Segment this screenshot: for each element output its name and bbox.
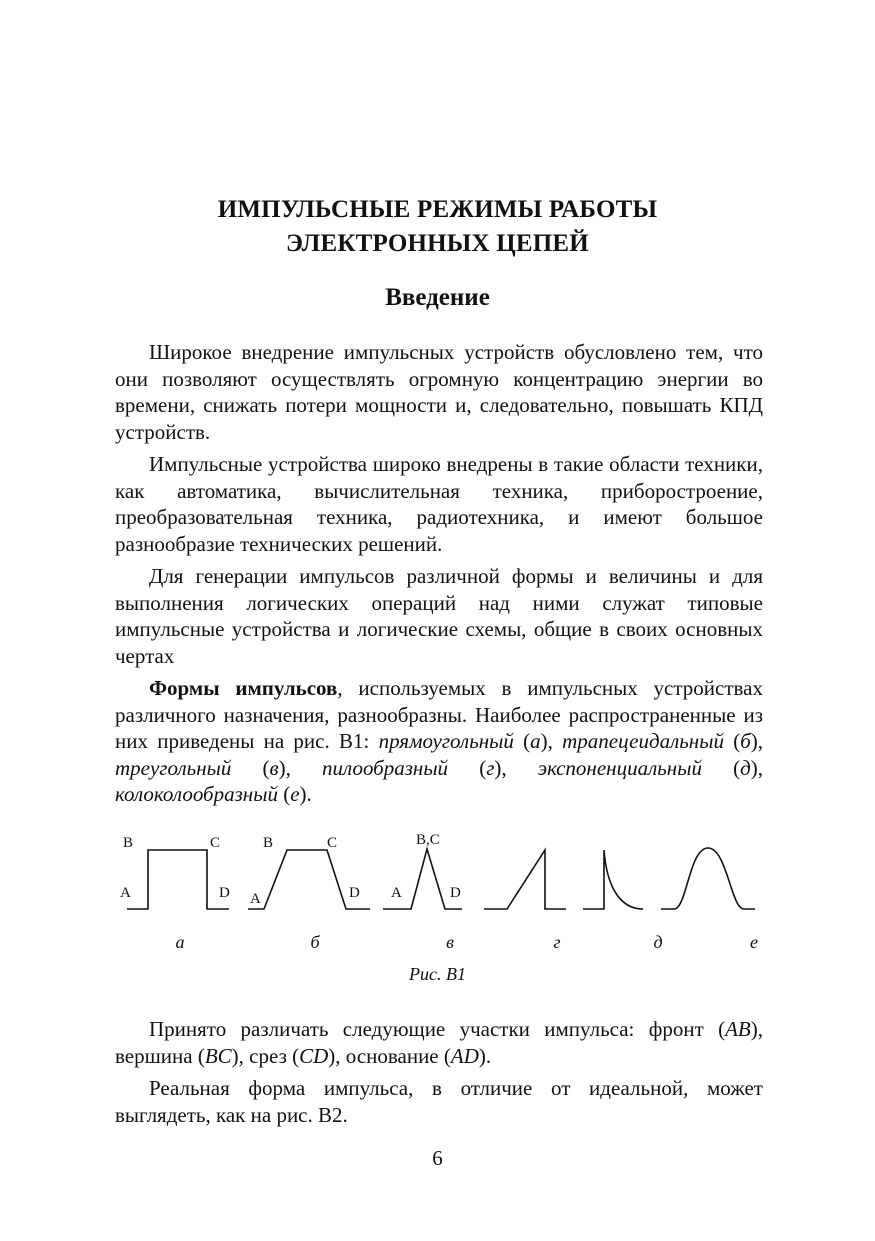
p5-text-5: ).	[478, 1043, 492, 1068]
p4-text-4: (	[723, 729, 741, 753]
chapter-title-line-2: ЭЛЕКТРОННЫХ ЦЕПЕЙ	[286, 230, 589, 257]
sublabel-v: в	[446, 932, 454, 952]
label-a-tri: A	[391, 885, 402, 901]
p5-text-2: ), вершина (	[115, 1017, 763, 1068]
label-d-rect: D	[219, 885, 230, 901]
p4-italic-8: г	[486, 755, 495, 780]
pulse-forms-term: Формы импульсов	[149, 676, 338, 700]
p4-text-7: ),	[278, 755, 323, 780]
label-bc-tri: B,C	[416, 832, 440, 848]
sublabel-e: е	[750, 932, 758, 952]
p4-text-12: (	[277, 782, 291, 806]
paragraph-2: Импульсные устройства широко внедрены в такие области техники, как автоматика, вычислительная техника, приборостроение, преобразовательная техника, радиотехника, и имеют большое разнообразие технических решений.	[115, 452, 763, 556]
p5-text-4: ), основание (	[328, 1043, 451, 1068]
p4-text-6: (	[231, 755, 270, 780]
sublabel-g: г	[553, 932, 561, 952]
paragraph-3: Для генерации импульсов различной формы и величины и для выполнения логических операций над ними служат типовые импульсные устройства и логические схемы, общие в своих основных чертах	[115, 564, 763, 668]
p4-italic-10: д	[740, 755, 751, 780]
paragraph-4	[115, 675, 763, 808]
p4-text-11: ),	[750, 755, 763, 780]
figure-b1	[0, 826, 875, 1016]
bell-pulse	[661, 848, 755, 909]
text-block-upper	[115, 339, 763, 808]
p4-text-13: ).	[299, 782, 312, 806]
p4-text-3: ),	[540, 729, 563, 753]
text-block-lower	[115, 1016, 763, 1128]
p4-italic-7: пилообразный	[322, 755, 449, 780]
p5-italic-3: CD	[299, 1043, 329, 1068]
p4-italic-11: колоколообразный	[115, 782, 278, 806]
label-a-trap: A	[250, 891, 261, 907]
p4-italic-12: е	[290, 782, 300, 806]
paragraph-5	[115, 1016, 763, 1069]
p4-text-9: ),	[494, 755, 538, 780]
sublabel-b: б	[310, 932, 320, 952]
pulse-shapes-diagram	[0, 826, 875, 1016]
paragraph-1: Широкое внедрение импульсных устройств обусловлено тем, что они позволяют осуществлять огромную концентрацию энергии во времени, снижать потери мощности и, следовательно, повышать КПД устройств.	[115, 340, 763, 444]
label-d-trap: D	[349, 885, 360, 901]
p4-italic-3: трапецеидальный	[562, 729, 724, 753]
sawtooth-pulse	[484, 850, 566, 909]
p5-italic-2: BC	[204, 1043, 232, 1068]
p5-italic-4: AD	[450, 1043, 479, 1068]
page-number: 6	[432, 1146, 443, 1170]
p5-italic-1: AB	[725, 1017, 751, 1041]
sublabel-a: а	[175, 932, 185, 952]
label-a-rect: A	[120, 885, 131, 901]
p4-italic-6: в	[269, 755, 279, 780]
p4-italic-5: треугольный	[115, 755, 232, 780]
p4-italic-2: а	[530, 729, 541, 753]
label-d-tri: D	[450, 885, 461, 901]
p4-text-10: (	[701, 755, 741, 780]
chapter-title-line-1: ИМПУЛЬСНЫЕ РЕЖИМЫ РАБОТЫ	[217, 196, 658, 223]
label-b-trap: B	[263, 835, 274, 851]
p4-italic-9: экспоненциальный	[537, 755, 702, 780]
p4-text-1: , используемых в импульсных устройствах различного назначения, разнообразны. Наиболее распространенные из них приведены на рис. В1:	[115, 676, 763, 753]
sublabel-d: д	[653, 932, 663, 952]
p4-italic-1: прямоугольный	[378, 729, 514, 753]
label-b-rect: B	[123, 835, 134, 851]
chapter-title	[0, 193, 875, 261]
exponential-pulse	[583, 850, 643, 909]
figure-caption: Рис. В1	[409, 964, 466, 984]
section-title: Введение	[385, 284, 490, 311]
label-c-rect: C	[210, 835, 221, 851]
p4-italic-4: б	[740, 729, 751, 753]
p4-text-8: (	[448, 755, 487, 780]
label-c-trap: C	[327, 835, 338, 851]
p5-text-1: Принято различать следующие участки импульса: фронт (	[149, 1017, 726, 1041]
p5-text-3: ), срез (	[231, 1043, 300, 1068]
p4-text-5: ),	[750, 729, 764, 753]
paragraph-6: Реальная форма импульса, в отличие от идеальной, может выглядеть, как на рис. В2.	[115, 1076, 763, 1127]
p4-text-2: (	[513, 729, 531, 753]
rectangular-pulse	[127, 850, 229, 909]
